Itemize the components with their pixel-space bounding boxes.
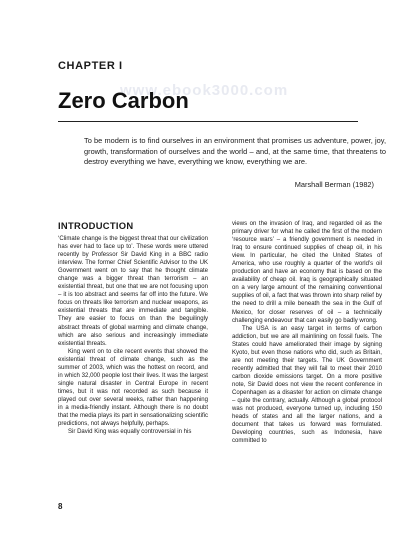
paragraph: The USA is an easy target in terms of carbon addiction, but we are all mainlining on fossil fuels. The States could have ameliorated their image by signing Kyoto, but even those nations who did, such as Britain, are not meeting their targets. The UK Government recently admitted that they will fail to meet their 2010 carbon dioxide emissions target. On a more positive note, Sir David does not view the recent conference in Copenhagen as a disaster for action on climate change – quite the contrary, actually. Although a global protocol was not produced, everyone turned up, including 150 heads of states and all the larger nations, and a document that takes us forward was formulated. Developing countries, such as Indonesia, have committed to (232, 325, 382, 445)
paragraph: views on the invasion of Iraq, and regarded oil as the primary driver for what he called the first of the modern ‘resource wars’ – a friendly government is needed in Iraq to ensure continued supplies of cheap oil, in his view. In particular, he cited the United States of America, who use roughly a quarter of the world’s oil production and have an economy that is based on the availability of cheap oil. Iraq is geographically situated on a very large amount of the remaining conventional supplies of oil, a fact that was thrown into sharp relief by the need to drill a mile beneath the sea in the Gulf of Mexico, for closer reserves of oil – a technically challenging endeavour that can easily go badly wrong. (232, 221, 382, 324)
paragraph: ‘Climate change is the biggest threat that our civilization has ever had to face up to’. These words were uttered recently by Professor Sir David King in a BBC radio interview. The former Chief Scientific Advisor to the UK Government went on to say that he thought climate change was a bigger threat than terrorism – an existential threat, but one that we are not focusing upon – it is too abstract and seems far off into the future. We focus on threats like terrorism and nuclear weapons, as existential threats that are immediate and tangible. They are easier to focus on than the beguilingly abstract threats of global warming and climate change, which are also serious and increasingly immediate existential threats. (58, 236, 208, 347)
left-column (58, 220, 208, 436)
epigraph-text: To be modern is to find ourselves in an environment that promises us adventure, power, joy, growth, transformation of ourselves and the world – and, at the same time, that threatens to destroy everything we have, everything we know, everything we are. (84, 136, 386, 167)
right-column (232, 220, 382, 445)
epigraph-attribution: Marshall Berman (1982) (294, 180, 374, 189)
paragraph: King went on to cite recent events that showed the existential threat of climate change, such as the summer of 2003, which was the hottest on record, and in which 32,000 people lost their lives. It was the largest single natural disaster in Central Europe in recent times, but it was not recorded as such because it played out over several weeks, rather than happening in a media-friendly instant. Although there is no doubt that the media plays its part in sensationalizing scientific predictions, not always helpfully, perhaps. (58, 348, 208, 428)
page-number: 8 (58, 502, 63, 511)
watermark: www.ebook3000.com (120, 82, 289, 99)
paragraph: Sir David King was equally controversial in his (68, 429, 192, 436)
chapter-label: CHAPTER I (58, 60, 123, 72)
title-rule (58, 121, 358, 122)
chapter-title: Zero Carbon (58, 88, 189, 113)
section-heading: INTRODUCTION (58, 220, 134, 231)
